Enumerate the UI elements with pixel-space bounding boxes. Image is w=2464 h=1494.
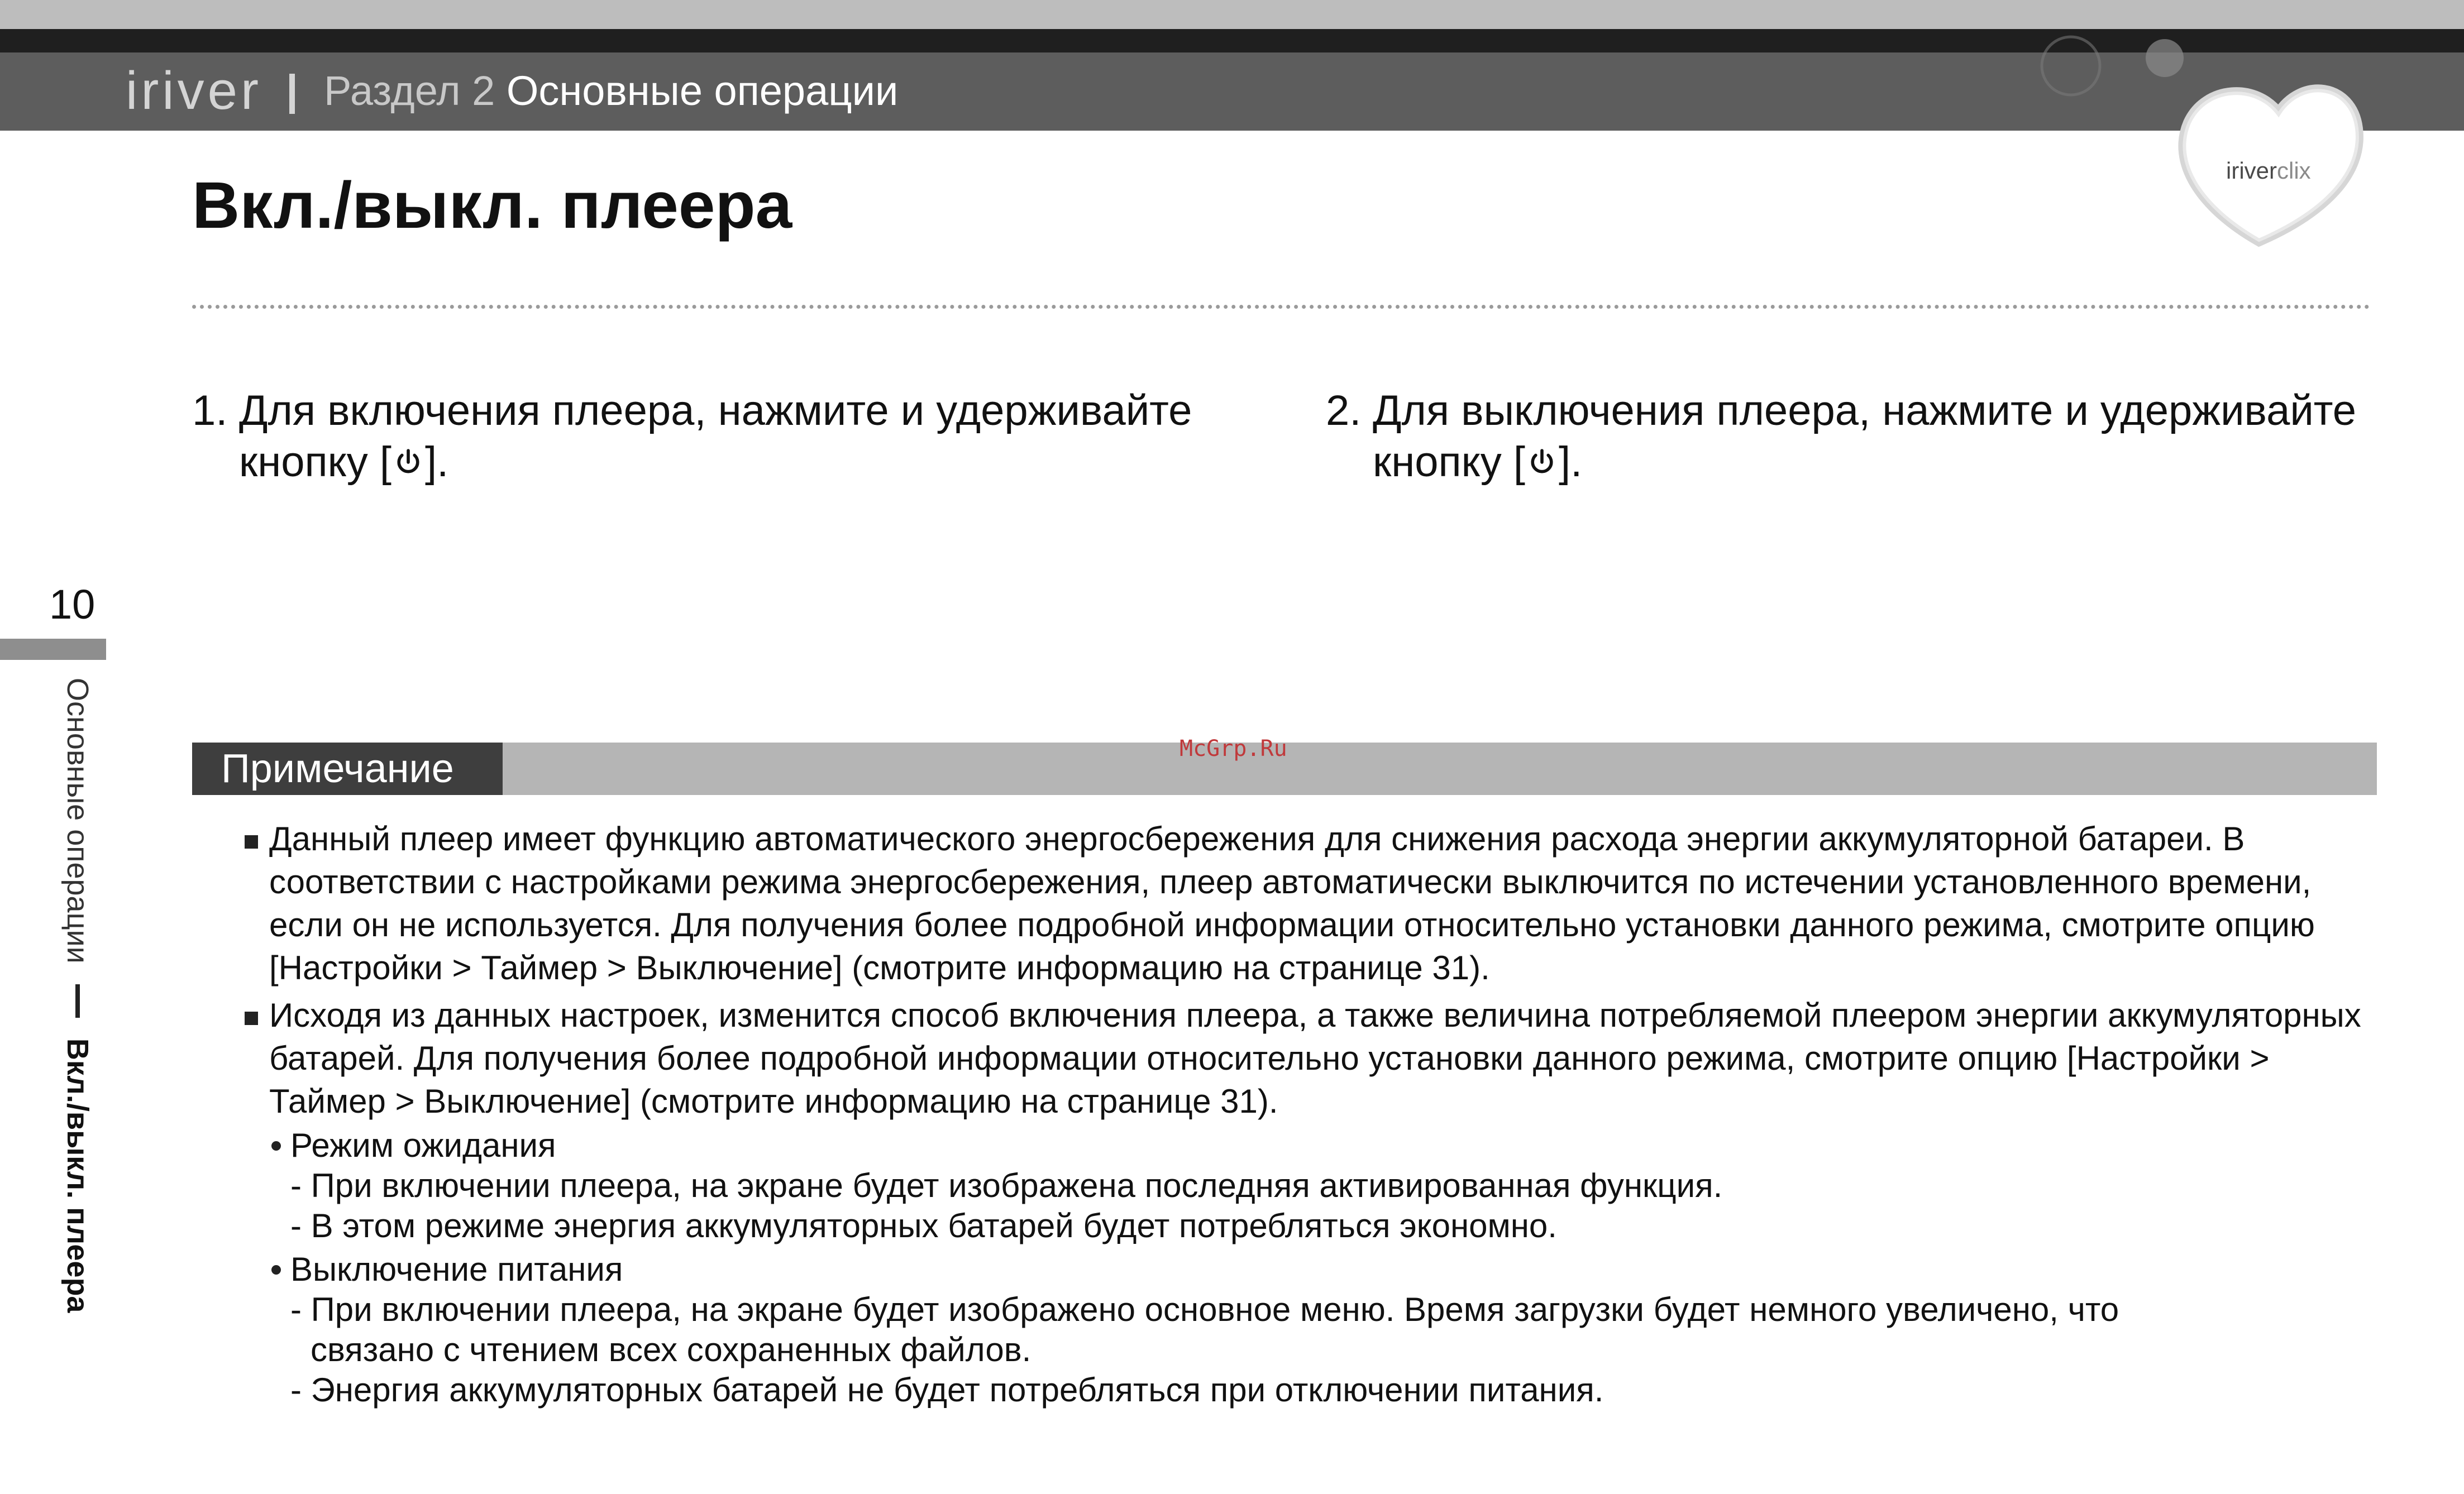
note-paragraph: Исходя из данных настроек, изменится способ включения плеера, а также величина потребляемой плеером энергии аккумуляторных батарей. Для получения более подробной информации относительно установки данного режима, смотрите опцию [Настройки > Таймер > Выключение] (смотрите информацию на странице 31). xyxy=(269,997,2361,1120)
round-bullet-icon xyxy=(271,1265,281,1275)
step-2 xyxy=(1326,385,2432,488)
mode-title: Выключение питания xyxy=(290,1251,623,1288)
logo-brand: iriver xyxy=(2226,157,2277,184)
mode-title: Режим ожидания xyxy=(290,1127,556,1164)
section-heading xyxy=(324,67,898,114)
step-number: 1. xyxy=(192,387,228,434)
page-marker-bar xyxy=(0,639,106,660)
logo-model: clix xyxy=(2277,157,2311,184)
title-divider xyxy=(192,305,2370,309)
step-text: Для включения плеера, нажмите и удерживайте кнопку [ ]. xyxy=(239,387,1192,486)
side-section: Основные операции xyxy=(61,678,94,964)
side-topic: Вкл./выкл. плеера xyxy=(61,1038,94,1313)
step-text: Для выключения плеера, нажмите и удерживайте кнопку [ ]. xyxy=(1373,387,2357,486)
section-title: Основные операции xyxy=(506,68,899,114)
mode-item: - В этом режиме энергия аккумуляторных батарей будет потребляться экономно. xyxy=(290,1207,1557,1244)
page-title: Вкл./выкл. плеера xyxy=(192,169,792,242)
page-number: 10 xyxy=(49,581,95,628)
note-label: Примечание xyxy=(192,743,503,795)
mode-item: - При включении плеера, на экране будет изображено основное меню. Время загрузки будет немного увеличено, что xyxy=(290,1291,2119,1328)
mode-item: - При включении плеера, на экране будет изображена последняя активированная функция. xyxy=(290,1167,1723,1204)
watermark: McGrp.Ru xyxy=(1180,736,1287,762)
mode-item: связано с чтением всех сохраненных файлов. xyxy=(311,1331,1032,1368)
side-divider xyxy=(75,984,80,1018)
brand-logo: iriver xyxy=(126,61,262,121)
square-bullet-icon xyxy=(245,835,258,849)
mode-item: - Энергия аккумуляторных батарей не будет потребляться при отключении питания. xyxy=(290,1371,1604,1409)
step-number: 2. xyxy=(1326,387,1362,434)
note-paragraph: Данный плеер имеет функцию автоматического энергосбережения для снижения расхода энергии аккумуляторной батареи. В соответствии с настройками режима энергосбережения, плеер автоматически выключится по истечении установленного времени, если он не используется. Для получения более подробной информации относительно установки данного режима, смотрите опцию [Настройки > Таймер > Выключение] (смотрите информацию на странице 31). xyxy=(269,820,2315,987)
side-breadcrumb xyxy=(60,678,95,1313)
step-1 xyxy=(192,385,1298,488)
round-bullet-icon xyxy=(271,1141,281,1151)
header-divider xyxy=(289,74,295,114)
section-label: Раздел 2 xyxy=(324,68,495,114)
product-logo xyxy=(2226,157,2311,184)
square-bullet-icon xyxy=(245,1012,258,1025)
power-icon xyxy=(1526,447,1558,478)
power-icon xyxy=(393,447,424,478)
heart-logo-icon xyxy=(2033,22,2368,257)
